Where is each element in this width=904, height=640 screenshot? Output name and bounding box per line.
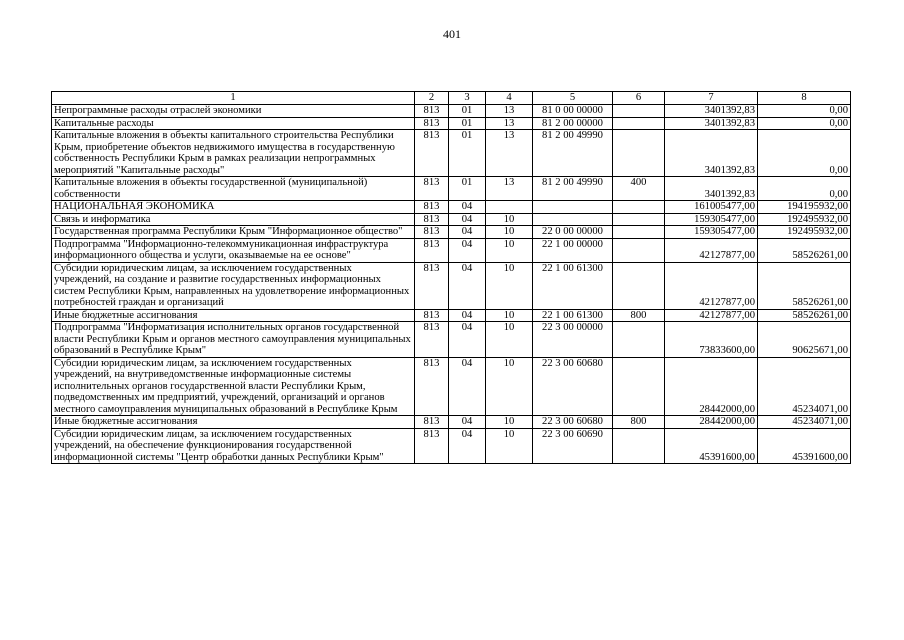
row-target-article: 22 0 00 00000 — [533, 226, 613, 239]
header-cell: 4 — [486, 92, 533, 105]
row-expense-type — [613, 262, 665, 309]
row-amount-year-1: 45391600,00 — [665, 428, 758, 464]
row-expense-type — [613, 213, 665, 226]
row-target-article: 22 1 00 00000 — [533, 238, 613, 262]
row-expense-type — [613, 322, 665, 358]
row-section-code: 04 — [449, 226, 486, 239]
table-row — [52, 238, 851, 262]
row-section-code: 04 — [449, 416, 486, 429]
row-amount-year-2: 194195932,00 — [758, 201, 851, 214]
row-grbs-code: 813 — [415, 117, 449, 130]
row-subsection-code: 10 — [486, 238, 533, 262]
row-amount-year-2: 45234071,00 — [758, 416, 851, 429]
row-target-article: 22 1 00 61300 — [533, 262, 613, 309]
row-amount-year-2: 0,00 — [758, 130, 851, 177]
row-target-article: 81 2 00 49990 — [533, 177, 613, 201]
row-name: Подпрограмма "Информационно-телекоммуникационная инфраструктура информационного общества и услуги, оказываемые на ее основе" — [52, 238, 415, 262]
row-expense-type — [613, 357, 665, 416]
row-expense-type: 800 — [613, 416, 665, 429]
row-amount-year-1: 42127877,00 — [665, 309, 758, 322]
row-grbs-code: 813 — [415, 322, 449, 358]
row-amount-year-1: 159305477,00 — [665, 226, 758, 239]
row-amount-year-1: 159305477,00 — [665, 213, 758, 226]
row-name: НАЦИОНАЛЬНАЯ ЭКОНОМИКА — [52, 201, 415, 214]
row-amount-year-2: 45234071,00 — [758, 357, 851, 416]
row-section-code: 04 — [449, 201, 486, 214]
row-amount-year-2: 0,00 — [758, 105, 851, 118]
table-row — [52, 105, 851, 118]
row-subsection-code: 10 — [486, 226, 533, 239]
row-amount-year-1: 42127877,00 — [665, 262, 758, 309]
header-cell: 8 — [758, 92, 851, 105]
row-subsection-code: 13 — [486, 105, 533, 118]
row-name: Иные бюджетные ассигнования — [52, 309, 415, 322]
row-section-code: 04 — [449, 357, 486, 416]
row-expense-type — [613, 428, 665, 464]
row-grbs-code: 813 — [415, 428, 449, 464]
table-row — [52, 201, 851, 214]
row-target-article: 81 2 00 49990 — [533, 130, 613, 177]
row-amount-year-2: 58526261,00 — [758, 262, 851, 309]
budget-table — [51, 91, 851, 464]
row-target-article: 22 3 00 00000 — [533, 322, 613, 358]
row-name: Иные бюджетные ассигнования — [52, 416, 415, 429]
row-expense-type — [613, 226, 665, 239]
row-amount-year-2: 45391600,00 — [758, 428, 851, 464]
row-subsection-code: 13 — [486, 117, 533, 130]
row-expense-type: 800 — [613, 309, 665, 322]
table-row — [52, 226, 851, 239]
row-subsection-code: 10 — [486, 416, 533, 429]
row-grbs-code: 813 — [415, 357, 449, 416]
row-expense-type — [613, 238, 665, 262]
header-cell: 1 — [52, 92, 415, 105]
row-expense-type: 400 — [613, 177, 665, 201]
row-name: Государственная программа Республики Крым "Информационное общество" — [52, 226, 415, 239]
row-name: Капитальные вложения в объекты государственной (муниципальной) собственности — [52, 177, 415, 201]
row-section-code: 04 — [449, 238, 486, 262]
row-amount-year-1: 73833600,00 — [665, 322, 758, 358]
row-amount-year-1: 3401392,83 — [665, 105, 758, 118]
row-section-code: 04 — [449, 213, 486, 226]
row-amount-year-1: 3401392,83 — [665, 117, 758, 130]
table-row — [52, 416, 851, 429]
row-target-article: 81 2 00 00000 — [533, 117, 613, 130]
row-target-article: 22 3 00 60690 — [533, 428, 613, 464]
row-name: Капитальные вложения в объекты капитального строительства Республики Крым, приобретение объектов недвижимого имущества в государственную собственность Республики Крым в рамках реализации непрограммных мероприятий "Капитальные расходы" — [52, 130, 415, 177]
header-cell: 6 — [613, 92, 665, 105]
row-name: Субсидии юридическим лицам, за исключением государственных учреждений, на создание и развитие государственных информационных систем Республики Крым, направленных на удовлетворение информационных потребностей граждан и организаций — [52, 262, 415, 309]
header-cell: 7 — [665, 92, 758, 105]
row-name: Связь и информатика — [52, 213, 415, 226]
row-expense-type — [613, 117, 665, 130]
row-name: Капитальные расходы — [52, 117, 415, 130]
row-name: Подпрограмма "Информатизация исполнительных органов государственной власти Республики Крым и органов местного самоуправления муниципальных образований в Республике Крым" — [52, 322, 415, 358]
row-name: Субсидии юридическим лицам, за исключением государственных учреждений, на обеспечение функционирования государственной информационной системы "Центр обработки данных Республики Крым" — [52, 428, 415, 464]
row-section-code: 01 — [449, 130, 486, 177]
row-subsection-code: 10 — [486, 213, 533, 226]
row-amount-year-2: 0,00 — [758, 117, 851, 130]
table-header-row — [52, 92, 851, 105]
table-row — [52, 177, 851, 201]
row-section-code: 04 — [449, 262, 486, 309]
row-target-article: 22 1 00 61300 — [533, 309, 613, 322]
row-amount-year-1: 3401392,83 — [665, 177, 758, 201]
row-grbs-code: 813 — [415, 201, 449, 214]
row-section-code: 01 — [449, 177, 486, 201]
table-row — [52, 213, 851, 226]
table-row — [52, 262, 851, 309]
row-name: Субсидии юридическим лицам, за исключением государственных учреждений, на внутриведомственные информационные системы исполнительных органов государственной власти Республики Крым, подведомственных им предприятий, учреждений, организаций и органов местного самоуправления муниципальных образований в Республике Крым — [52, 357, 415, 416]
row-name: Непрограммные расходы отраслей экономики — [52, 105, 415, 118]
row-grbs-code: 813 — [415, 130, 449, 177]
row-amount-year-1: 161005477,00 — [665, 201, 758, 214]
page-number: 401 — [443, 27, 461, 41]
row-expense-type — [613, 105, 665, 118]
row-amount-year-2: 58526261,00 — [758, 238, 851, 262]
table-row — [52, 130, 851, 177]
table-row — [52, 322, 851, 358]
row-section-code: 04 — [449, 428, 486, 464]
row-grbs-code: 813 — [415, 238, 449, 262]
row-subsection-code: 10 — [486, 428, 533, 464]
row-target-article: 22 3 00 60680 — [533, 357, 613, 416]
row-grbs-code: 813 — [415, 416, 449, 429]
row-amount-year-1: 42127877,00 — [665, 238, 758, 262]
row-amount-year-2: 90625671,00 — [758, 322, 851, 358]
header-cell: 3 — [449, 92, 486, 105]
row-section-code: 01 — [449, 117, 486, 130]
row-subsection-code: 10 — [486, 357, 533, 416]
row-grbs-code: 813 — [415, 177, 449, 201]
row-amount-year-2: 192495932,00 — [758, 213, 851, 226]
row-grbs-code: 813 — [415, 105, 449, 118]
row-grbs-code: 813 — [415, 309, 449, 322]
row-subsection-code: 10 — [486, 322, 533, 358]
table-row — [52, 357, 851, 416]
row-subsection-code — [486, 201, 533, 214]
row-amount-year-1: 28442000,00 — [665, 357, 758, 416]
row-grbs-code: 813 — [415, 213, 449, 226]
row-expense-type — [613, 201, 665, 214]
row-subsection-code: 13 — [486, 177, 533, 201]
table-row — [52, 428, 851, 464]
row-subsection-code: 10 — [486, 262, 533, 309]
row-section-code: 04 — [449, 309, 486, 322]
row-amount-year-1: 3401392,83 — [665, 130, 758, 177]
row-subsection-code: 10 — [486, 309, 533, 322]
row-target-article: 22 3 00 60680 — [533, 416, 613, 429]
table-row — [52, 117, 851, 130]
row-amount-year-1: 28442000,00 — [665, 416, 758, 429]
row-grbs-code: 813 — [415, 226, 449, 239]
row-amount-year-2: 0,00 — [758, 177, 851, 201]
row-amount-year-2: 58526261,00 — [758, 309, 851, 322]
header-cell: 5 — [533, 92, 613, 105]
header-cell: 2 — [415, 92, 449, 105]
row-subsection-code: 13 — [486, 130, 533, 177]
row-target-article — [533, 213, 613, 226]
row-target-article — [533, 201, 613, 214]
row-expense-type — [613, 130, 665, 177]
row-target-article: 81 0 00 00000 — [533, 105, 613, 118]
row-section-code: 01 — [449, 105, 486, 118]
row-grbs-code: 813 — [415, 262, 449, 309]
table-row — [52, 309, 851, 322]
row-section-code: 04 — [449, 322, 486, 358]
row-amount-year-2: 192495932,00 — [758, 226, 851, 239]
